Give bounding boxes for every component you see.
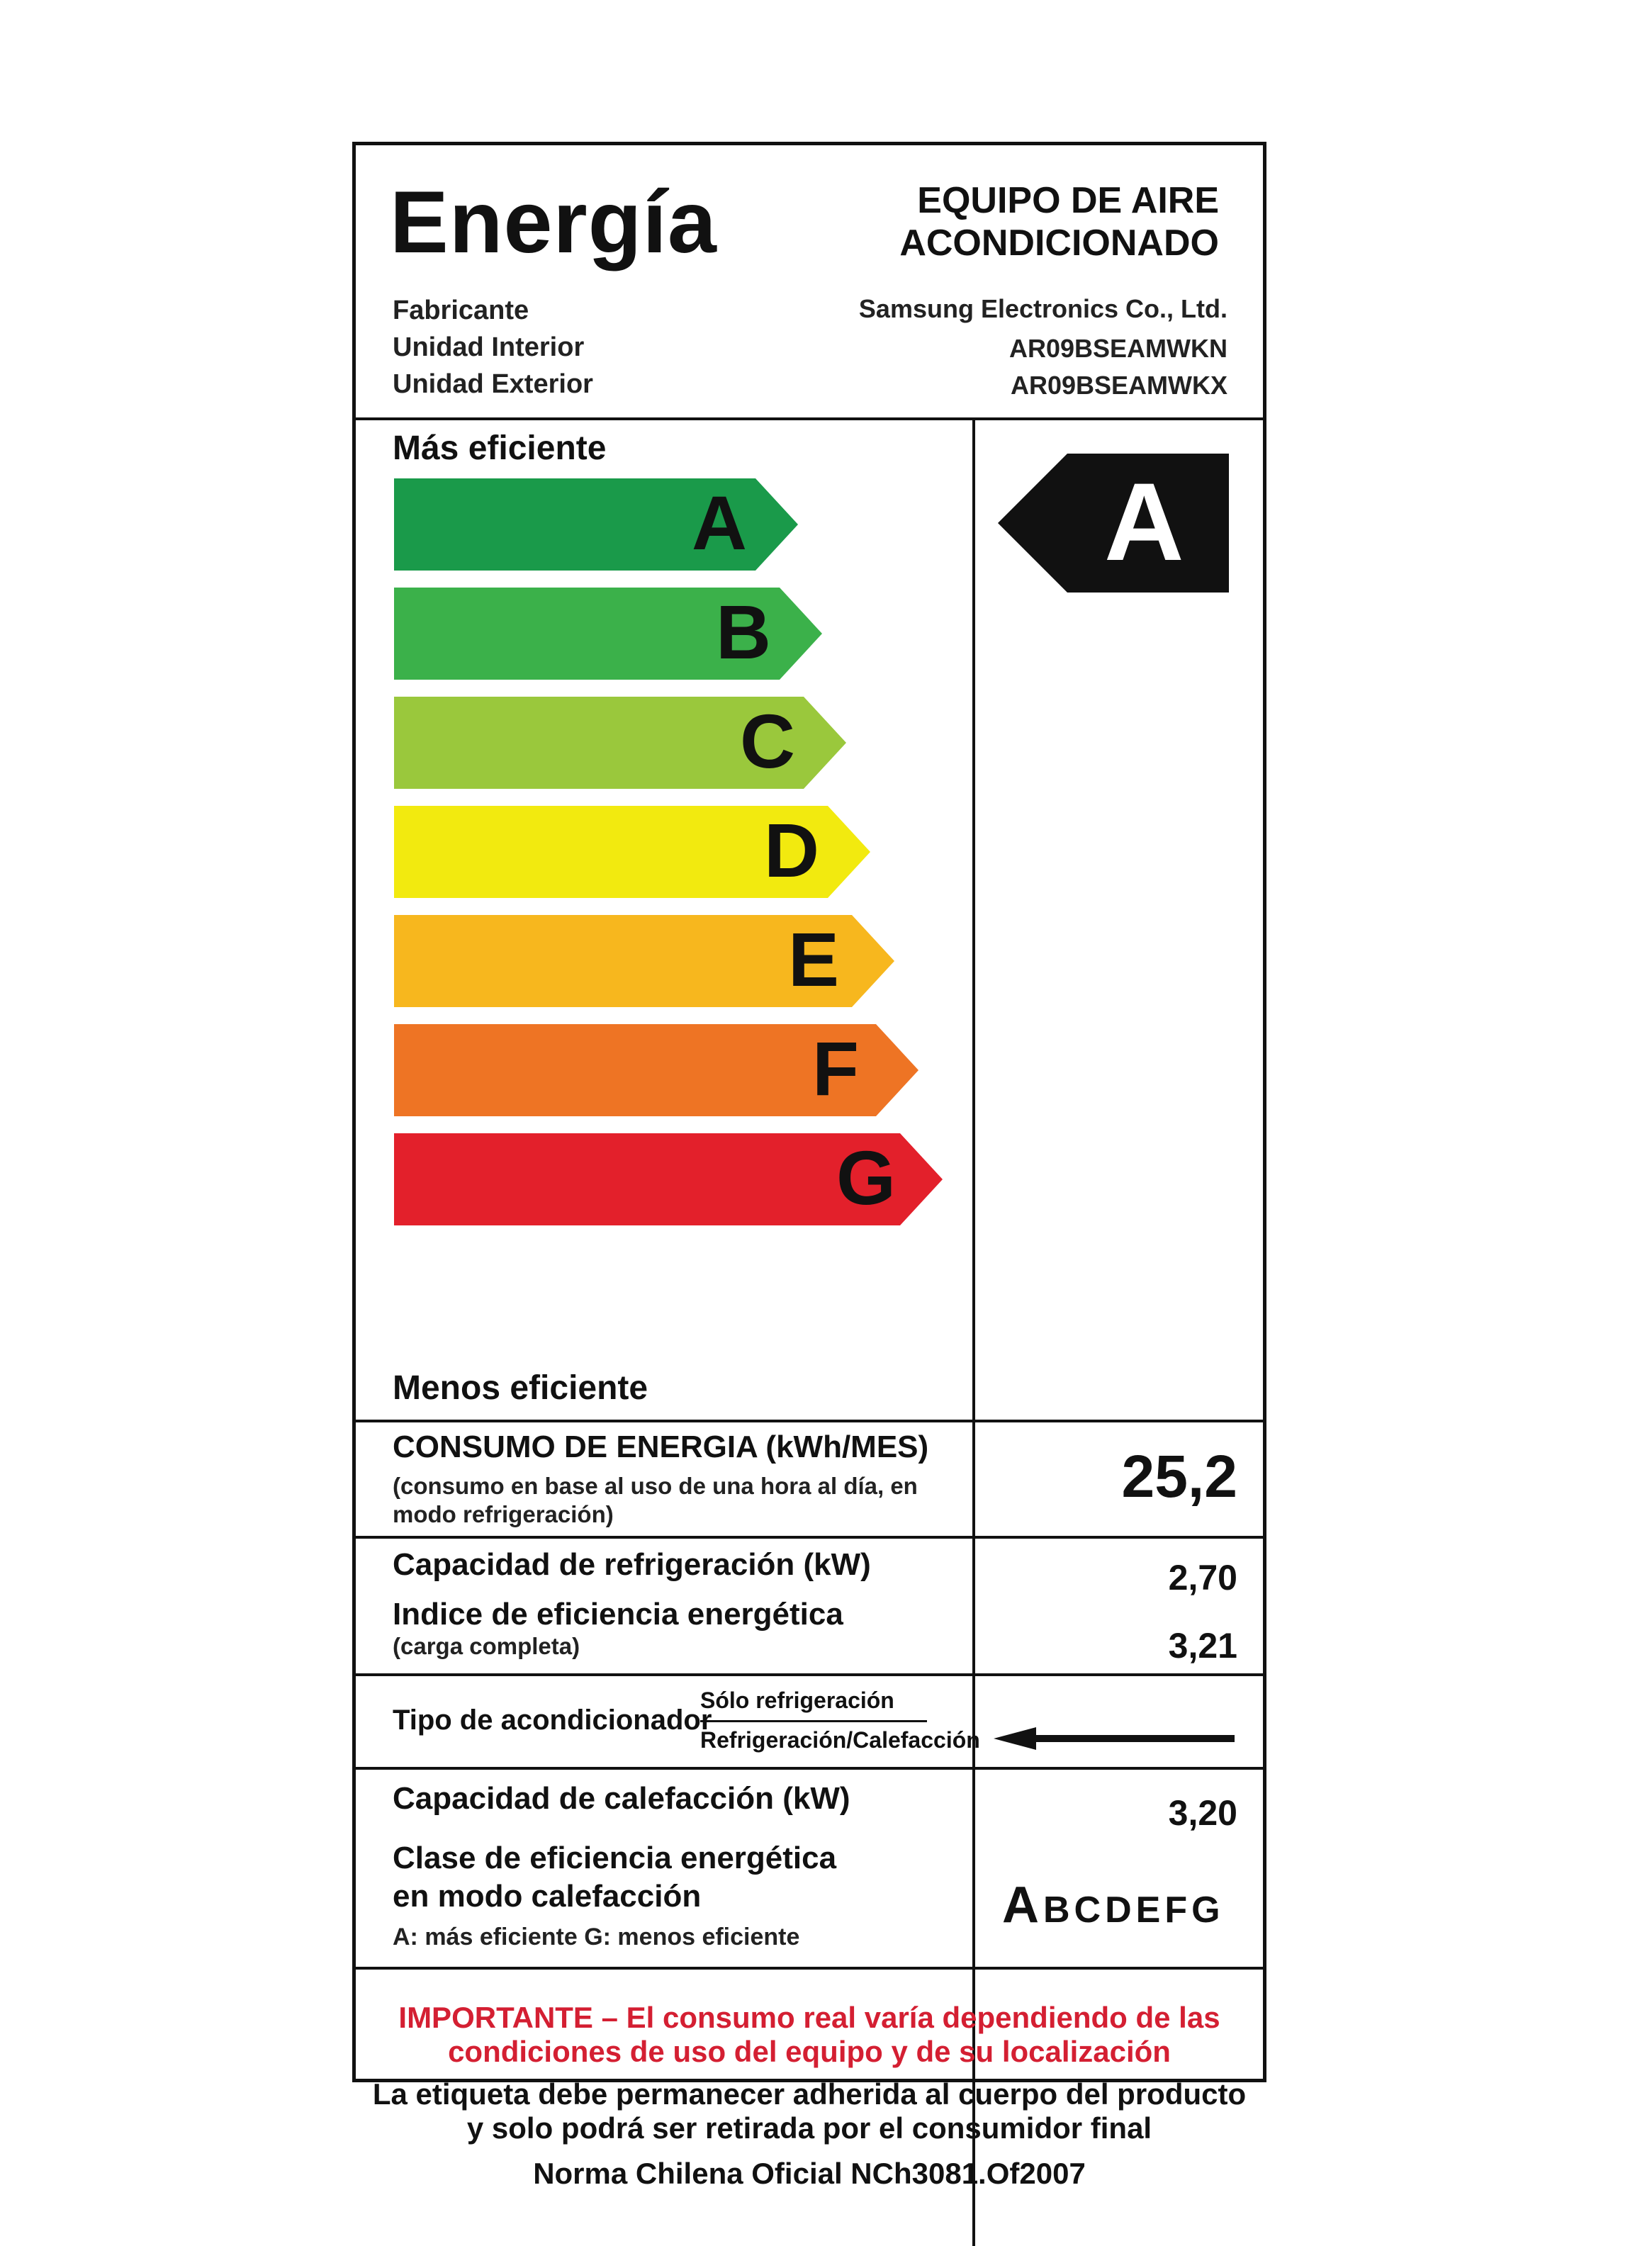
arrow-left-icon: [994, 1724, 1235, 1753]
efficiency-bar-f: [394, 1024, 918, 1116]
notice-line2: y solo podrá ser retirada por el consumidor final: [466, 2111, 1152, 2145]
selected-type-arrow: [994, 1724, 1235, 1756]
rating-letter: A: [1104, 461, 1184, 584]
energy-label: [352, 142, 1266, 2190]
efficiency-index-label: Indice de eficiencia energética: [393, 1597, 843, 1632]
efficiency-bar-letter: B: [716, 589, 771, 675]
heating-class-label-line1: Clase de eficiencia energética: [393, 1841, 837, 1875]
label-title: Energía: [390, 174, 717, 271]
important-line1: IMPORTANTE – El consumo real varía dependiendo de las: [398, 2001, 1220, 2034]
important-notice: [356, 2001, 1263, 2069]
efficiency-bar-letter: C: [740, 698, 795, 784]
most-efficient-label: Más eficiente: [393, 429, 607, 467]
efficiency-bar-b: [394, 588, 822, 680]
divider: [972, 417, 975, 1420]
divider: [356, 1420, 1263, 1422]
important-line2: condiciones de uso del equipo y de su localización: [448, 2035, 1171, 2068]
efficiency-bar-a: [394, 478, 798, 571]
indoor-unit-label: Unidad Interior: [393, 332, 585, 362]
equipment-type: [899, 179, 1219, 264]
outdoor-unit-label: Unidad Exterior: [393, 369, 593, 399]
heating-class-label-line2: en modo calefacción: [393, 1879, 702, 1914]
efficiency-index-value: 3,21: [1168, 1626, 1237, 1666]
label-notice: [356, 2077, 1263, 2145]
divider: [356, 1967, 1263, 1970]
efficiency-bar-letter: E: [788, 916, 840, 1002]
efficiency-bar-d: [394, 806, 870, 898]
divider: [356, 1536, 1263, 1539]
type-option-cooling-heating: Refrigeración/Calefacción: [700, 1727, 980, 1753]
cooling-capacity-label: Capacidad de refrigeración (kW): [393, 1547, 871, 1582]
heating-class-note: A: más eficiente G: menos eficiente: [393, 1924, 800, 1950]
rating-arrow: [998, 454, 1229, 593]
efficiency-bar-letter: F: [812, 1026, 859, 1111]
type-option-cooling-only: Sólo refrigeración: [700, 1688, 894, 1713]
consumption-title: CONSUMO DE ENERGIA (kWh/MES): [393, 1430, 929, 1464]
notice-line1: La etiqueta debe permanecer adherida al cuerpo del producto: [372, 2077, 1247, 2111]
efficiency-bar-e: [394, 915, 894, 1007]
equipment-type-line2: ACONDICIONADO: [899, 223, 1219, 264]
equipment-type-line1: EQUIPO DE AIRE: [917, 180, 1219, 221]
norm-reference: Norma Chilena Oficial NCh3081.Of2007: [533, 2157, 1086, 2190]
heating-class-others: BCDEFG: [1043, 1890, 1225, 1931]
heating-capacity-value: 3,20: [1168, 1793, 1237, 1833]
conditioner-type-label: Tipo de acondicionador: [393, 1705, 712, 1736]
type-option-separator: [700, 1720, 927, 1722]
consumption-note: (consumo en base al uso de una hora al día, en modo refrigeración): [393, 1473, 918, 1527]
heating-class-selected: A: [1002, 1877, 1043, 1933]
efficiency-bar-g: [394, 1133, 943, 1225]
divider: [356, 1767, 1263, 1770]
outdoor-unit-value: AR09BSEAMWKX: [1010, 371, 1227, 400]
indoor-unit-value: AR09BSEAMWKN: [1008, 334, 1227, 363]
efficiency-bar-letter: D: [764, 807, 819, 893]
cooling-capacity-value: 2,70: [1168, 1558, 1237, 1598]
least-efficient-label: Menos eficiente: [393, 1369, 648, 1407]
efficiency-index-note: (carga completa): [393, 1633, 580, 1659]
divider: [356, 1673, 1263, 1676]
heating-class-scale: [1002, 1876, 1225, 1934]
manufacturer-label: Fabricante: [393, 296, 529, 325]
efficiency-bar-letter: A: [692, 480, 747, 566]
divider: [356, 417, 1263, 420]
efficiency-bar-letter: G: [836, 1135, 897, 1220]
consumption-value: 25,2: [1121, 1443, 1237, 1510]
manufacturer-value: Samsung Electronics Co., Ltd.: [858, 294, 1227, 323]
heating-capacity-label: Capacidad de calefacción (kW): [393, 1781, 850, 1816]
efficiency-bar-c: [394, 697, 846, 789]
